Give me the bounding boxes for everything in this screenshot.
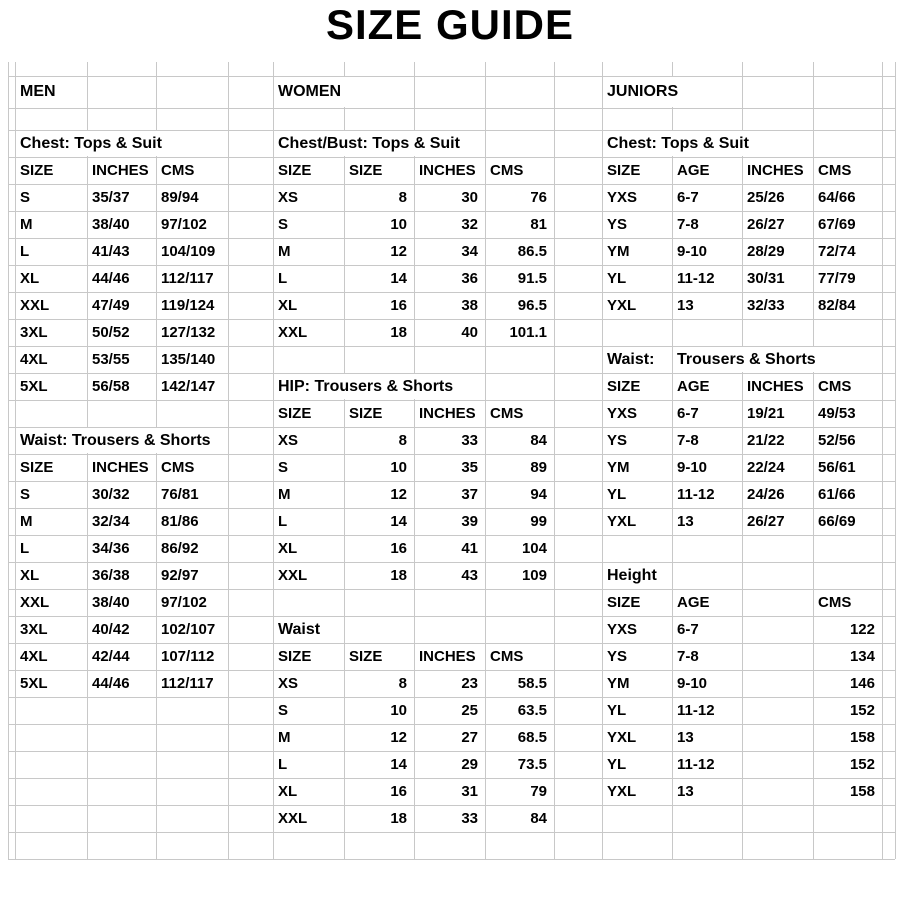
cell: 82/84 bbox=[814, 293, 861, 318]
cell: 67/69 bbox=[814, 212, 861, 237]
cell: 86/92 bbox=[157, 536, 204, 561]
cell: 14 bbox=[345, 509, 413, 534]
cell: 4XL bbox=[16, 644, 53, 669]
cell: XL bbox=[274, 536, 302, 561]
cell: YXL bbox=[603, 779, 641, 804]
column-header: INCHES bbox=[415, 401, 481, 426]
cell: 40/42 bbox=[88, 617, 135, 642]
cell: 5XL bbox=[16, 374, 53, 399]
cell: YXL bbox=[603, 293, 641, 318]
cell: 28/29 bbox=[743, 239, 790, 264]
column-header: CMS bbox=[486, 158, 528, 183]
cell: 56/58 bbox=[88, 374, 135, 399]
section-title: Waist: Trousers & Shorts bbox=[16, 428, 216, 453]
section-title: HIP: Trousers & Shorts bbox=[274, 374, 458, 399]
cell: 10 bbox=[345, 455, 413, 480]
cell: 152 bbox=[814, 752, 881, 777]
cell: 9-10 bbox=[673, 239, 712, 264]
cell: 21/22 bbox=[743, 428, 790, 453]
cell: 119/124 bbox=[157, 293, 219, 318]
cell: XXL bbox=[16, 590, 54, 615]
cell: YXS bbox=[603, 401, 642, 426]
cell: 50/52 bbox=[88, 320, 135, 345]
cell: 14 bbox=[345, 752, 413, 777]
cell: 41 bbox=[415, 536, 484, 561]
cell: 23 bbox=[415, 671, 484, 696]
column-header: SIZE bbox=[345, 644, 387, 669]
cell: XXL bbox=[274, 806, 312, 831]
cell: 30/32 bbox=[88, 482, 135, 507]
cell: YL bbox=[603, 266, 631, 291]
cell: 7-8 bbox=[673, 212, 704, 237]
cell: 13 bbox=[673, 779, 699, 804]
column-header: INCHES bbox=[743, 374, 809, 399]
cell: 32 bbox=[415, 212, 484, 237]
cell: 11-12 bbox=[673, 752, 720, 777]
cell: 16 bbox=[345, 779, 413, 804]
column-header: AGE bbox=[673, 590, 715, 615]
cell: 7-8 bbox=[673, 428, 704, 453]
column-header: CMS bbox=[157, 158, 199, 183]
cell: 76/81 bbox=[157, 482, 204, 507]
column-header: SIZE bbox=[603, 158, 645, 183]
cell: 19/21 bbox=[743, 401, 790, 426]
cell: 39 bbox=[415, 509, 484, 534]
cell: 77/79 bbox=[814, 266, 861, 291]
cell: 49/53 bbox=[814, 401, 861, 426]
cell: 104 bbox=[486, 536, 553, 561]
cell: 58.5 bbox=[486, 671, 553, 696]
section-title: Height bbox=[603, 563, 662, 588]
cell: 47/49 bbox=[88, 293, 135, 318]
column-header: SIZE bbox=[345, 401, 387, 426]
cell: 38/40 bbox=[88, 212, 135, 237]
cell: 18 bbox=[345, 320, 413, 345]
cell: XL bbox=[16, 563, 44, 588]
section-title: Waist bbox=[274, 617, 325, 642]
cell: M bbox=[274, 482, 296, 507]
column-header: SIZE bbox=[603, 590, 645, 615]
cell: 16 bbox=[345, 293, 413, 318]
cell: 135/140 bbox=[157, 347, 220, 372]
page-title: SIZE GUIDE bbox=[325, 1, 575, 48]
cell: 112/117 bbox=[157, 266, 219, 291]
cell: XXL bbox=[16, 293, 54, 318]
cell: 7-8 bbox=[673, 644, 704, 669]
cell: 97/102 bbox=[157, 212, 212, 237]
cell: XL bbox=[274, 293, 302, 318]
column-header: SIZE bbox=[345, 158, 387, 183]
cell: 14 bbox=[345, 266, 413, 291]
cell: 11-12 bbox=[673, 698, 720, 723]
cell: 8 bbox=[345, 671, 413, 696]
cell: YM bbox=[603, 671, 635, 696]
cell: M bbox=[274, 725, 296, 750]
cell: 33 bbox=[415, 428, 484, 453]
column-header: CMS bbox=[157, 455, 199, 480]
cell: 24/26 bbox=[743, 482, 790, 507]
cell: 91.5 bbox=[486, 266, 553, 291]
cell: 84 bbox=[486, 806, 553, 831]
cell: 41/43 bbox=[88, 239, 135, 264]
cell: 72/74 bbox=[814, 239, 861, 264]
cell: 18 bbox=[345, 806, 413, 831]
cell: 64/66 bbox=[814, 185, 861, 210]
cell: 158 bbox=[814, 779, 881, 804]
cell: 27 bbox=[415, 725, 484, 750]
cell: XS bbox=[274, 185, 303, 210]
cell: 29 bbox=[415, 752, 484, 777]
cell: 44/46 bbox=[88, 671, 135, 696]
cell: L bbox=[274, 752, 292, 777]
cell: 16 bbox=[345, 536, 413, 561]
cell: 96.5 bbox=[486, 293, 553, 318]
cell: S bbox=[16, 482, 35, 507]
cell: 4XL bbox=[16, 347, 53, 372]
cell: 11-12 bbox=[673, 482, 720, 507]
section-title: Waist: bbox=[603, 347, 659, 372]
cell: 122 bbox=[814, 617, 881, 642]
column-header: CMS bbox=[814, 590, 856, 615]
column-header: SIZE bbox=[16, 455, 58, 480]
cell: 101.1 bbox=[486, 320, 553, 345]
cell: 43 bbox=[415, 563, 484, 588]
cell: 18 bbox=[345, 563, 413, 588]
cell: XXL bbox=[274, 563, 312, 588]
cell: 40 bbox=[415, 320, 484, 345]
cell: 142/147 bbox=[157, 374, 220, 399]
cell: XL bbox=[274, 779, 302, 804]
cell: XL bbox=[16, 266, 44, 291]
cell: 35/37 bbox=[88, 185, 135, 210]
cell: YXL bbox=[603, 725, 641, 750]
cell: XS bbox=[274, 428, 303, 453]
cell: 79 bbox=[486, 779, 553, 804]
cell: 26/27 bbox=[743, 509, 790, 534]
section-title: Trousers & Shorts bbox=[673, 347, 821, 372]
cell: M bbox=[274, 239, 296, 264]
cell: 8 bbox=[345, 185, 413, 210]
column-header: INCHES bbox=[743, 158, 809, 183]
cell: 25 bbox=[415, 698, 484, 723]
cell: 68.5 bbox=[486, 725, 553, 750]
cell: 6-7 bbox=[673, 617, 704, 642]
column-header: INCHES bbox=[415, 644, 481, 669]
cell: 38 bbox=[415, 293, 484, 318]
cell: 32/33 bbox=[743, 293, 790, 318]
cell: 56/61 bbox=[814, 455, 861, 480]
cell: YS bbox=[603, 644, 632, 669]
cell: 52/56 bbox=[814, 428, 861, 453]
cell: 8 bbox=[345, 428, 413, 453]
group-label: WOMEN bbox=[274, 77, 346, 107]
cell: 36/38 bbox=[88, 563, 135, 588]
column-header: AGE bbox=[673, 158, 715, 183]
cell: 36 bbox=[415, 266, 484, 291]
section-title: Chest/Bust: Tops & Suit bbox=[274, 131, 465, 156]
section-title: Chest: Tops & Suit bbox=[603, 131, 754, 156]
column-header: CMS bbox=[486, 401, 528, 426]
column-header: SIZE bbox=[603, 374, 645, 399]
cell: 76 bbox=[486, 185, 553, 210]
cell: 26/27 bbox=[743, 212, 790, 237]
cell: 89/94 bbox=[157, 185, 204, 210]
cell: 13 bbox=[673, 725, 699, 750]
cell: L bbox=[274, 266, 292, 291]
cell: 34/36 bbox=[88, 536, 135, 561]
cell: YM bbox=[603, 455, 635, 480]
cell: 112/117 bbox=[157, 671, 219, 696]
cell: 104/109 bbox=[157, 239, 220, 264]
cell: 89 bbox=[486, 455, 553, 480]
cell: YS bbox=[603, 428, 632, 453]
cell: 32/34 bbox=[88, 509, 135, 534]
cell: YL bbox=[603, 752, 631, 777]
cell: 66/69 bbox=[814, 509, 861, 534]
cell: 5XL bbox=[16, 671, 53, 696]
cell: 10 bbox=[345, 698, 413, 723]
cell: 31 bbox=[415, 779, 484, 804]
cell: S bbox=[274, 455, 293, 480]
cell: 34 bbox=[415, 239, 484, 264]
cell: 63.5 bbox=[486, 698, 553, 723]
cell: 37 bbox=[415, 482, 484, 507]
cell: 109 bbox=[486, 563, 553, 588]
cell: 38/40 bbox=[88, 590, 135, 615]
cell: 13 bbox=[673, 293, 699, 318]
cell: 81/86 bbox=[157, 509, 204, 534]
cell: 30 bbox=[415, 185, 484, 210]
cell: 33 bbox=[415, 806, 484, 831]
column-header: CMS bbox=[486, 644, 528, 669]
cell: 9-10 bbox=[673, 671, 712, 696]
cell: 86.5 bbox=[486, 239, 553, 264]
cell: 94 bbox=[486, 482, 553, 507]
cell: 25/26 bbox=[743, 185, 790, 210]
cell: L bbox=[274, 509, 292, 534]
cell: S bbox=[16, 185, 35, 210]
column-header: SIZE bbox=[16, 158, 58, 183]
cell: YXL bbox=[603, 509, 641, 534]
cell: 30/31 bbox=[743, 266, 790, 291]
cell: YL bbox=[603, 482, 631, 507]
cell: 73.5 bbox=[486, 752, 553, 777]
cell: 97/102 bbox=[157, 590, 212, 615]
column-header: CMS bbox=[814, 158, 856, 183]
cell: M bbox=[16, 212, 38, 237]
column-header: SIZE bbox=[274, 158, 316, 183]
cell: 127/132 bbox=[157, 320, 220, 345]
column-header: AGE bbox=[673, 374, 715, 399]
cell: XS bbox=[274, 671, 303, 696]
cell: S bbox=[274, 698, 293, 723]
cell: 152 bbox=[814, 698, 881, 723]
cell: 12 bbox=[345, 482, 413, 507]
cell: 11-12 bbox=[673, 266, 720, 291]
cell: YL bbox=[603, 698, 631, 723]
cell: 61/66 bbox=[814, 482, 861, 507]
group-label: JUNIORS bbox=[603, 77, 683, 107]
cell: L bbox=[16, 536, 34, 561]
group-label: MEN bbox=[16, 77, 61, 107]
cell: 35 bbox=[415, 455, 484, 480]
column-header: SIZE bbox=[274, 401, 316, 426]
cell: 44/46 bbox=[88, 266, 135, 291]
cell: 134 bbox=[814, 644, 881, 669]
column-header: INCHES bbox=[88, 455, 154, 480]
cell: S bbox=[274, 212, 293, 237]
column-header: CMS bbox=[814, 374, 856, 399]
cell: YS bbox=[603, 212, 632, 237]
cell: L bbox=[16, 239, 34, 264]
section-title: Chest: Tops & Suit bbox=[16, 131, 167, 156]
cell: 92/97 bbox=[157, 563, 204, 588]
cell: 6-7 bbox=[673, 185, 704, 210]
cell: 146 bbox=[814, 671, 881, 696]
cell: 99 bbox=[486, 509, 553, 534]
cell: 12 bbox=[345, 239, 413, 264]
cell: 3XL bbox=[16, 320, 53, 345]
cell: 10 bbox=[345, 212, 413, 237]
cell: YXS bbox=[603, 617, 642, 642]
cell: 42/44 bbox=[88, 644, 135, 669]
cell: 53/55 bbox=[88, 347, 135, 372]
column-header: SIZE bbox=[274, 644, 316, 669]
cell: YM bbox=[603, 239, 635, 264]
cell: 12 bbox=[345, 725, 413, 750]
cell: 6-7 bbox=[673, 401, 704, 426]
column-header: INCHES bbox=[415, 158, 481, 183]
cell: 102/107 bbox=[157, 617, 220, 642]
cell: M bbox=[16, 509, 38, 534]
cell: 84 bbox=[486, 428, 553, 453]
cell: 13 bbox=[673, 509, 699, 534]
cell: 22/24 bbox=[743, 455, 790, 480]
column-header: INCHES bbox=[88, 158, 154, 183]
cell: 107/112 bbox=[157, 644, 219, 669]
cell: 3XL bbox=[16, 617, 53, 642]
cell: YXS bbox=[603, 185, 642, 210]
cell: XXL bbox=[274, 320, 312, 345]
cell: 81 bbox=[486, 212, 553, 237]
cell: 158 bbox=[814, 725, 881, 750]
cell: 9-10 bbox=[673, 455, 712, 480]
